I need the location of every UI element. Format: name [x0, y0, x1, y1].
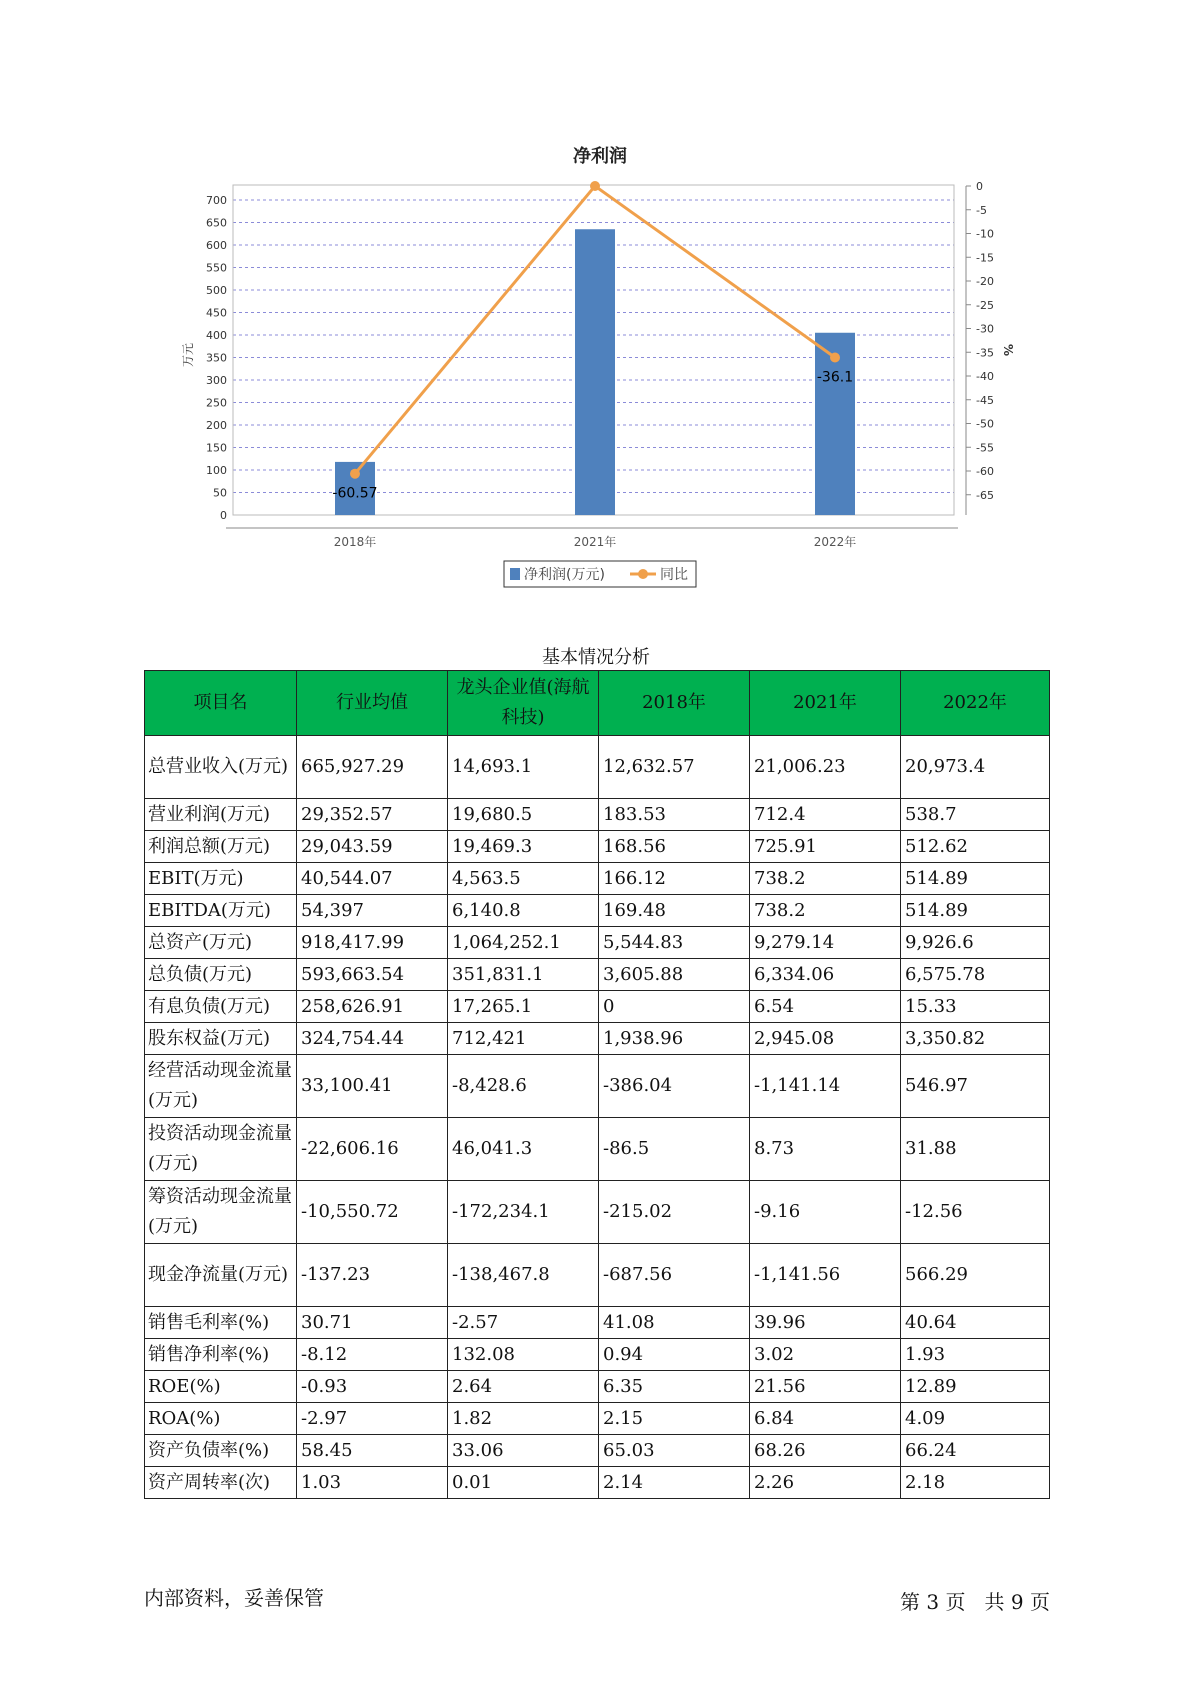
table-row: [145, 991, 1050, 1023]
value-cell: 40,544.07: [297, 863, 448, 895]
value-cell: 29,352.57: [297, 799, 448, 831]
value-cell: 39.96: [750, 1307, 901, 1339]
value-cell: -8,428.6: [448, 1055, 599, 1118]
value-cell: -10,550.72: [297, 1181, 448, 1244]
value-cell: -172,234.1: [448, 1181, 599, 1244]
table-row: [145, 895, 1050, 927]
y-tick-label: 400: [206, 329, 227, 342]
footer-page-number: 第 3 页 共 9 页: [900, 1590, 1050, 1614]
table-row: [145, 1467, 1050, 1499]
legend-swatch-bar: [510, 568, 520, 580]
value-cell: 538.7: [901, 799, 1050, 831]
value-cell: 40.64: [901, 1307, 1050, 1339]
y-tick-label: 100: [206, 464, 227, 477]
value-cell: -9.16: [750, 1181, 901, 1244]
table-row: [145, 927, 1050, 959]
value-cell: -1,141.14: [750, 1055, 901, 1118]
legend-swatch-point: [638, 569, 648, 579]
value-cell: 2.14: [599, 1467, 750, 1499]
value-cell: 29,043.59: [297, 831, 448, 863]
value-cell: 1,064,252.1: [448, 927, 599, 959]
bar-net-profit: [575, 229, 615, 515]
row-label-cell: ROA(%): [145, 1403, 297, 1435]
x-tick-label: 2021年: [573, 535, 617, 549]
table-row: [145, 1435, 1050, 1467]
y-tick-label: 150: [206, 441, 227, 455]
y2-tick-label: -60: [976, 465, 994, 478]
value-cell: -687.56: [599, 1244, 750, 1307]
value-cell: -137.23: [297, 1244, 448, 1307]
y-tick-label: 650: [206, 216, 227, 230]
y2-tick-label: -50: [976, 417, 994, 431]
value-cell: 66.24: [901, 1435, 1050, 1467]
row-label-cell: 投资活动现金流量(万元): [145, 1118, 297, 1181]
footer-confidential-note: 内部资料，妥善保管: [144, 1586, 324, 1610]
value-cell: 12.89: [901, 1371, 1050, 1403]
value-cell: 20,973.4: [901, 736, 1050, 799]
value-cell: 21.56: [750, 1371, 901, 1403]
y2-tick-label: -45: [976, 393, 994, 407]
value-cell: 183.53: [599, 799, 750, 831]
value-cell: 9,279.14: [750, 927, 901, 959]
value-cell: 46,041.3: [448, 1118, 599, 1181]
table-row: [145, 1023, 1050, 1055]
value-cell: -138,467.8: [448, 1244, 599, 1307]
row-label-cell: 经营活动现金流量(万元): [145, 1055, 297, 1118]
value-cell: 712,421: [448, 1023, 599, 1055]
y2-tick-label: -30: [976, 322, 994, 336]
net-profit-chart: [0, 0, 1191, 600]
value-cell: 2.15: [599, 1403, 750, 1435]
row-label-cell: 总资产(万元): [145, 927, 297, 959]
y-tick-label: 250: [206, 396, 227, 410]
row-label-cell: 利润总额(万元): [145, 831, 297, 863]
row-label-cell: 筹资活动现金流量(万元): [145, 1181, 297, 1244]
value-cell: -22,606.16: [297, 1118, 448, 1181]
value-cell: 2.64: [448, 1371, 599, 1403]
column-header: 2021年: [750, 671, 901, 736]
value-cell: 14,693.1: [448, 736, 599, 799]
y2-tick-label: 0: [976, 180, 983, 193]
value-cell: 54,397: [297, 895, 448, 927]
y-tick-label: 700: [206, 194, 227, 207]
data-label: -36.1: [816, 369, 854, 386]
y2-axis-label: %: [1001, 343, 1015, 357]
table-row: [145, 799, 1050, 831]
value-cell: -86.5: [599, 1118, 750, 1181]
value-cell: 19,469.3: [448, 831, 599, 863]
data-label: -60.57: [332, 485, 378, 502]
value-cell: 512.62: [901, 831, 1050, 863]
y-tick-label: 50: [213, 486, 227, 500]
table-row: [145, 959, 1050, 991]
y-tick-label: 200: [206, 419, 227, 432]
x-tick-label: 2022年: [813, 535, 857, 549]
y-tick-label: 0: [220, 509, 227, 522]
y2-tick-label: -65: [976, 488, 994, 502]
value-cell: 1.03: [297, 1467, 448, 1499]
table-row: [145, 736, 1050, 799]
value-cell: 665,927.29: [297, 736, 448, 799]
column-header: 行业均值: [297, 671, 448, 736]
row-label-cell: 营业利润(万元): [145, 799, 297, 831]
value-cell: 169.48: [599, 895, 750, 927]
value-cell: 4.09: [901, 1403, 1050, 1435]
value-cell: 566.29: [901, 1244, 1050, 1307]
value-cell: 58.45: [297, 1435, 448, 1467]
value-cell: 514.89: [901, 895, 1050, 927]
value-cell: 6.35: [599, 1371, 750, 1403]
chart-legend: [504, 561, 696, 587]
value-cell: 6,575.78: [901, 959, 1050, 991]
table-row: [145, 1339, 1050, 1371]
basic-analysis-table: [144, 670, 1050, 1499]
value-cell: 33,100.41: [297, 1055, 448, 1118]
value-cell: 166.12: [599, 863, 750, 895]
y2-tick-label: -15: [976, 251, 994, 265]
y-tick-label: 350: [206, 351, 227, 365]
value-cell: 546.97: [901, 1055, 1050, 1118]
value-cell: 15.33: [901, 991, 1050, 1023]
value-cell: 31.88: [901, 1118, 1050, 1181]
value-cell: 30.71: [297, 1307, 448, 1339]
chart-title: 净利润: [573, 146, 627, 167]
value-cell: 8.73: [750, 1118, 901, 1181]
chart-bars: [335, 229, 855, 515]
x-tick-label: 2018年: [333, 535, 377, 549]
row-label-cell: 股东权益(万元): [145, 1023, 297, 1055]
row-label-cell: 现金净流量(万元): [145, 1244, 297, 1307]
y-tick-label: 550: [206, 261, 227, 275]
value-cell: 3,605.88: [599, 959, 750, 991]
value-cell: 65.03: [599, 1435, 750, 1467]
value-cell: 1,938.96: [599, 1023, 750, 1055]
row-label-cell: 总负债(万元): [145, 959, 297, 991]
value-cell: 132.08: [448, 1339, 599, 1371]
value-cell: 17,265.1: [448, 991, 599, 1023]
y2-tick-label: -25: [976, 298, 994, 312]
value-cell: 5,544.83: [599, 927, 750, 959]
value-cell: 0.94: [599, 1339, 750, 1371]
y2-tick-label: -20: [976, 275, 994, 288]
value-cell: 2.26: [750, 1467, 901, 1499]
row-label-cell: 销售毛利率(%): [145, 1307, 297, 1339]
y2-tick-label: -55: [976, 441, 994, 455]
row-label-cell: ROE(%): [145, 1371, 297, 1403]
table-row: [145, 1307, 1050, 1339]
value-cell: 6.54: [750, 991, 901, 1023]
value-cell: 6,140.8: [448, 895, 599, 927]
table-row: [145, 831, 1050, 863]
table-row: [145, 863, 1050, 895]
column-header: 2018年: [599, 671, 750, 736]
value-cell: 324,754.44: [297, 1023, 448, 1055]
value-cell: 0: [599, 991, 750, 1023]
column-header: 龙头企业值(海航科技): [448, 671, 599, 736]
column-header: 2022年: [901, 671, 1050, 736]
value-cell: -386.04: [599, 1055, 750, 1118]
row-label-cell: EBIT(万元): [145, 863, 297, 895]
line-yoy-point: [590, 181, 600, 191]
value-cell: 351,831.1: [448, 959, 599, 991]
value-cell: -12.56: [901, 1181, 1050, 1244]
value-cell: 593,663.54: [297, 959, 448, 991]
legend-label-yoy: 同比: [660, 567, 688, 583]
y-tick-label: 450: [206, 306, 227, 320]
value-cell: 514.89: [901, 863, 1050, 895]
row-label-cell: EBITDA(万元): [145, 895, 297, 927]
value-cell: -215.02: [599, 1181, 750, 1244]
value-cell: 2.18: [901, 1467, 1050, 1499]
value-cell: -2.97: [297, 1403, 448, 1435]
y-tick-label: 300: [206, 374, 227, 387]
value-cell: 738.2: [750, 895, 901, 927]
value-cell: -1,141.56: [750, 1244, 901, 1307]
value-cell: 2,945.08: [750, 1023, 901, 1055]
table-row: [145, 1371, 1050, 1403]
y2-tick-label: -40: [976, 370, 994, 383]
value-cell: 3,350.82: [901, 1023, 1050, 1055]
y2-tick-label: -10: [976, 227, 994, 241]
y-tick-label: 500: [206, 284, 227, 297]
table-body: [145, 736, 1050, 1499]
table-header-row: [145, 671, 1050, 736]
row-label-cell: 资产负债率(%): [145, 1435, 297, 1467]
value-cell: 33.06: [448, 1435, 599, 1467]
value-cell: 725.91: [750, 831, 901, 863]
row-label-cell: 有息负债(万元): [145, 991, 297, 1023]
value-cell: 0.01: [448, 1467, 599, 1499]
value-cell: 4,563.5: [448, 863, 599, 895]
value-cell: 258,626.91: [297, 991, 448, 1023]
value-cell: 41.08: [599, 1307, 750, 1339]
value-cell: 1.82: [448, 1403, 599, 1435]
table-row: [145, 1118, 1050, 1181]
row-label-cell: 总营业收入(万元): [145, 736, 297, 799]
y2-tick-label: -35: [976, 346, 994, 360]
table-row: [145, 1244, 1050, 1307]
y-tick-label: 600: [206, 239, 227, 252]
value-cell: 1.93: [901, 1339, 1050, 1371]
row-label-cell: 销售净利率(%): [145, 1339, 297, 1371]
legend-label-net-profit: 净利润(万元): [524, 567, 605, 583]
y-axis-label: 万元: [181, 342, 195, 368]
value-cell: 68.26: [750, 1435, 901, 1467]
value-cell: 738.2: [750, 863, 901, 895]
column-header: 项目名: [145, 671, 297, 736]
y2-tick-label: -5: [976, 203, 987, 217]
value-cell: -0.93: [297, 1371, 448, 1403]
value-cell: 3.02: [750, 1339, 901, 1371]
table-row: [145, 1055, 1050, 1118]
value-cell: 6,334.06: [750, 959, 901, 991]
table-row: [145, 1403, 1050, 1435]
value-cell: 168.56: [599, 831, 750, 863]
value-cell: -8.12: [297, 1339, 448, 1371]
value-cell: 9,926.6: [901, 927, 1050, 959]
line-yoy-point: [350, 469, 360, 479]
value-cell: 6.84: [750, 1403, 901, 1435]
table-caption: 基本情况分析: [542, 647, 650, 668]
value-cell: 712.4: [750, 799, 901, 831]
value-cell: 21,006.23: [750, 736, 901, 799]
value-cell: 19,680.5: [448, 799, 599, 831]
value-cell: 918,417.99: [297, 927, 448, 959]
value-cell: 12,632.57: [599, 736, 750, 799]
line-yoy-point: [830, 352, 840, 362]
value-cell: -2.57: [448, 1307, 599, 1339]
row-label-cell: 资产周转率(次): [145, 1467, 297, 1499]
table-row: [145, 1181, 1050, 1244]
